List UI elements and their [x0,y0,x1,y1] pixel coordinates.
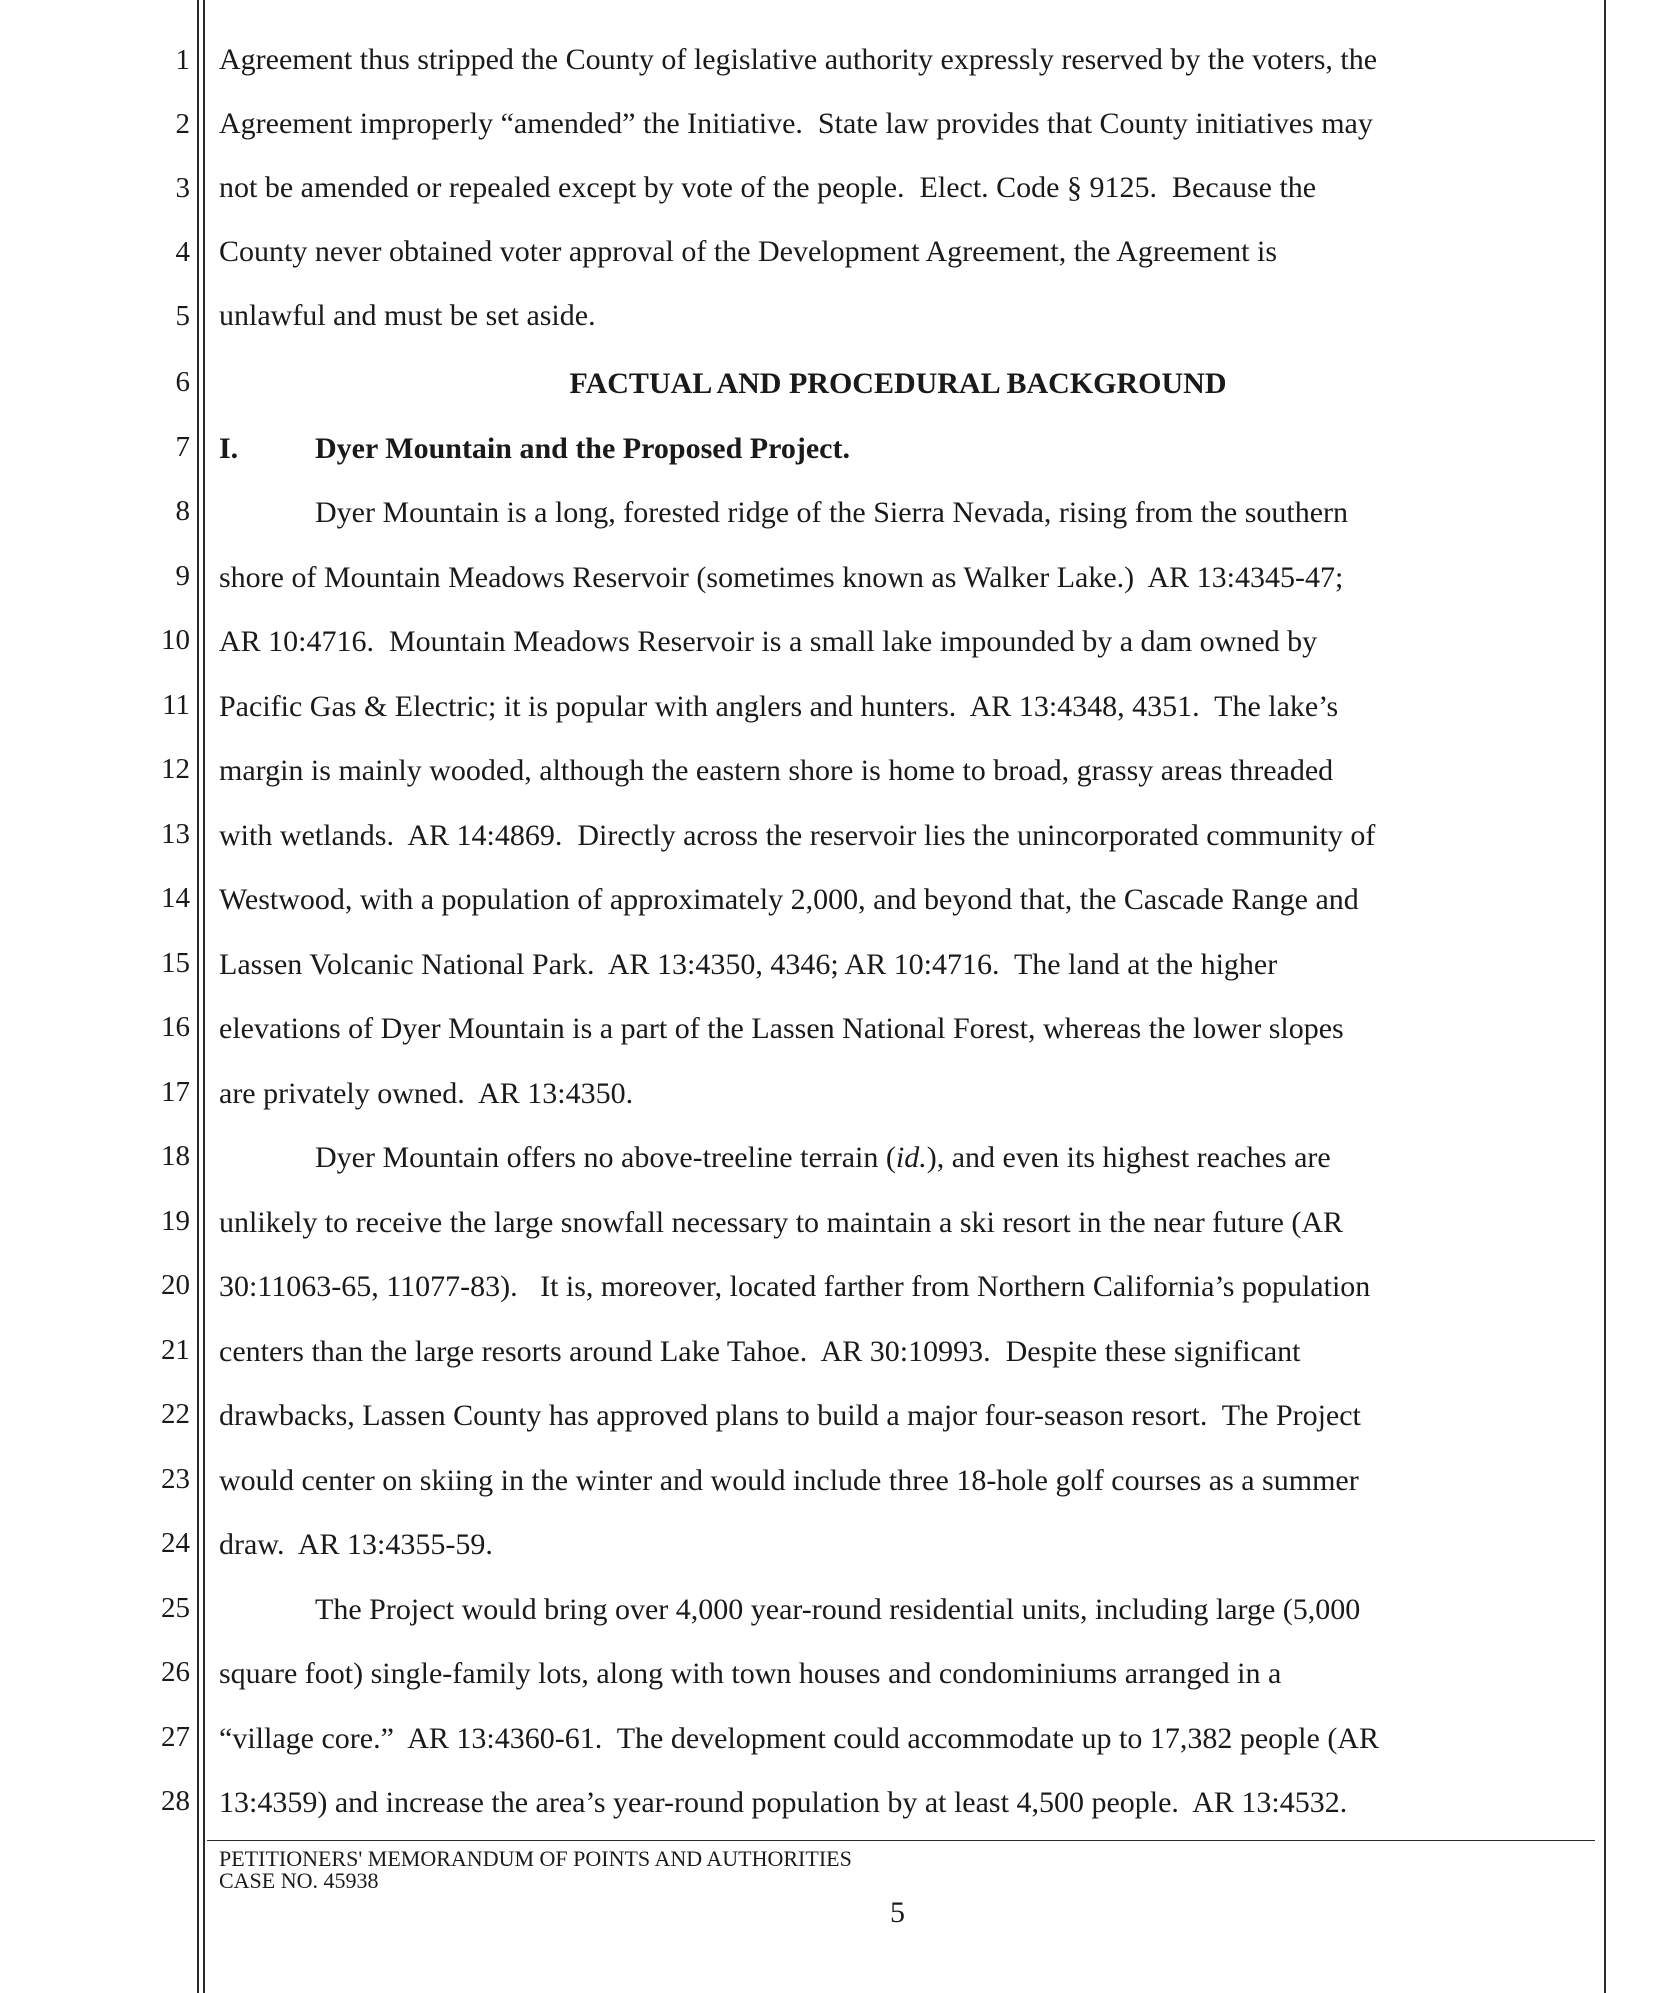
line-number: 6 [175,366,190,398]
citation-id: id. [895,1141,927,1174]
line-number: 17 [161,1076,190,1108]
line-number: 2 [175,108,190,140]
text-line: Agreement thus stripped the County of legislative authority expressly reserved by the voters, the [219,43,1378,76]
text-line: “village core.” AR 13:4360-61. The development could accommodate up to 17,382 people (AR [219,1722,1379,1755]
text-line: The Project would bring over 4,000 year-round residential units, including large (5,000 [315,1593,1361,1626]
line-number: 4 [175,236,190,268]
line-number: 3 [175,172,190,204]
text-line: Pacific Gas & Electric; it is popular with anglers and hunters. AR 13:4348, 4351. The lake’s [219,690,1339,723]
text-line: square foot) single-family lots, along with town houses and condominiums arranged in a [219,1657,1282,1690]
line-number: 12 [161,753,190,785]
line-number: 5 [175,300,190,332]
text-line: Lassen Volcanic National Park. AR 13:4350, 4346; AR 10:4716. The land at the higher [219,948,1278,981]
subsection-title: Dyer Mountain and the Proposed Project. [315,432,850,465]
line-number: 10 [161,624,190,656]
text-line: are privately owned. AR 13:4350. [219,1077,634,1110]
line-number: 24 [161,1527,190,1559]
line-number: 22 [161,1398,190,1430]
text-line: Westwood, with a population of approximately 2,000, and beyond that, the Cascade Range and [219,883,1359,916]
subsection-number: I. [219,432,239,465]
text-line: not be amended or repealed except by vote of the people. Elect. Code § 9125. Because the [219,171,1317,204]
page-number: 5 [890,1896,905,1929]
text-line: Agreement improperly “amended” the Initiative. State law provides that County initiatives may [219,107,1373,140]
text-line: unlikely to receive the large snowfall necessary to maintain a ski resort in the near future (AR [219,1206,1344,1239]
text-line: Dyer Mountain is a long, forested ridge of the Sierra Nevada, rising from the southern [315,496,1349,529]
text-line: 13:4359) and increase the area’s year-round population by at least 4,500 people. AR 13:4532. [219,1786,1348,1819]
text-segment: ), and even its highest reaches are [926,1141,1331,1174]
text-line [315,1138,1331,1178]
line-number: 25 [161,1592,190,1624]
line-number: 20 [161,1269,190,1301]
text-line: centers than the large resorts around Lake Tahoe. AR 30:10993. Despite these significant [219,1335,1301,1368]
line-number: 26 [161,1656,190,1688]
line-number: 7 [175,431,190,463]
text-line: 30:11063-65, 11077-83). It is, moreover, located farther from Northern California’s population [219,1270,1371,1303]
line-number: 15 [161,947,190,979]
line-number: 28 [161,1785,190,1817]
text-line: margin is mainly wooded, although the eastern shore is home to broad, grassy areas threaded [219,754,1334,787]
line-number: 1 [175,44,190,76]
line-number: 9 [175,560,190,592]
text-line: would center on skiing in the winter and would include three 18-hole golf courses as a summer [219,1464,1359,1497]
line-number: 16 [161,1011,190,1043]
footer-case-number: CASE NO. 45938 [219,1868,379,1893]
text-line: AR 10:4716. Mountain Meadows Reservoir is a small lake impounded by a dam owned by [219,625,1318,658]
line-number: 8 [175,495,190,527]
section-heading: FACTUAL AND PROCEDURAL BACKGROUND [569,367,1227,400]
text-line: with wetlands. AR 14:4869. Directly across the reservoir lies the unincorporated community of [219,819,1376,852]
line-number: 19 [161,1205,190,1237]
text-line: County never obtained voter approval of the Development Agreement, the Agreement is [219,235,1278,268]
left-margin-rule-outer [197,0,199,1993]
text-line: shore of Mountain Meadows Reservoir (sometimes known as Walker Lake.) AR 13:4345-47; [219,561,1344,594]
right-margin-rule [1604,0,1606,1993]
footer-title: PETITIONERS' MEMORANDUM OF POINTS AND AUTHORITIES [219,1846,852,1871]
line-number: 13 [161,818,190,850]
text-line: draw. AR 13:4355-59. [219,1528,493,1561]
text-line: unlawful and must be set aside. [219,299,596,332]
line-number: 11 [162,689,190,721]
left-margin-rule-inner [203,0,205,1993]
text-line: drawbacks, Lassen County has approved plans to build a major four-season resort. The Project [219,1399,1361,1432]
line-number: 21 [161,1334,190,1366]
line-number: 18 [161,1140,190,1172]
line-number: 23 [161,1463,190,1495]
line-number: 27 [161,1721,190,1753]
line-number: 14 [161,882,190,914]
text-segment: Dyer Mountain offers no above-treeline terrain ( [315,1141,896,1174]
text-line: elevations of Dyer Mountain is a part of the Lassen National Forest, whereas the lower slopes [219,1012,1344,1045]
footer-rule [207,1840,1595,1841]
